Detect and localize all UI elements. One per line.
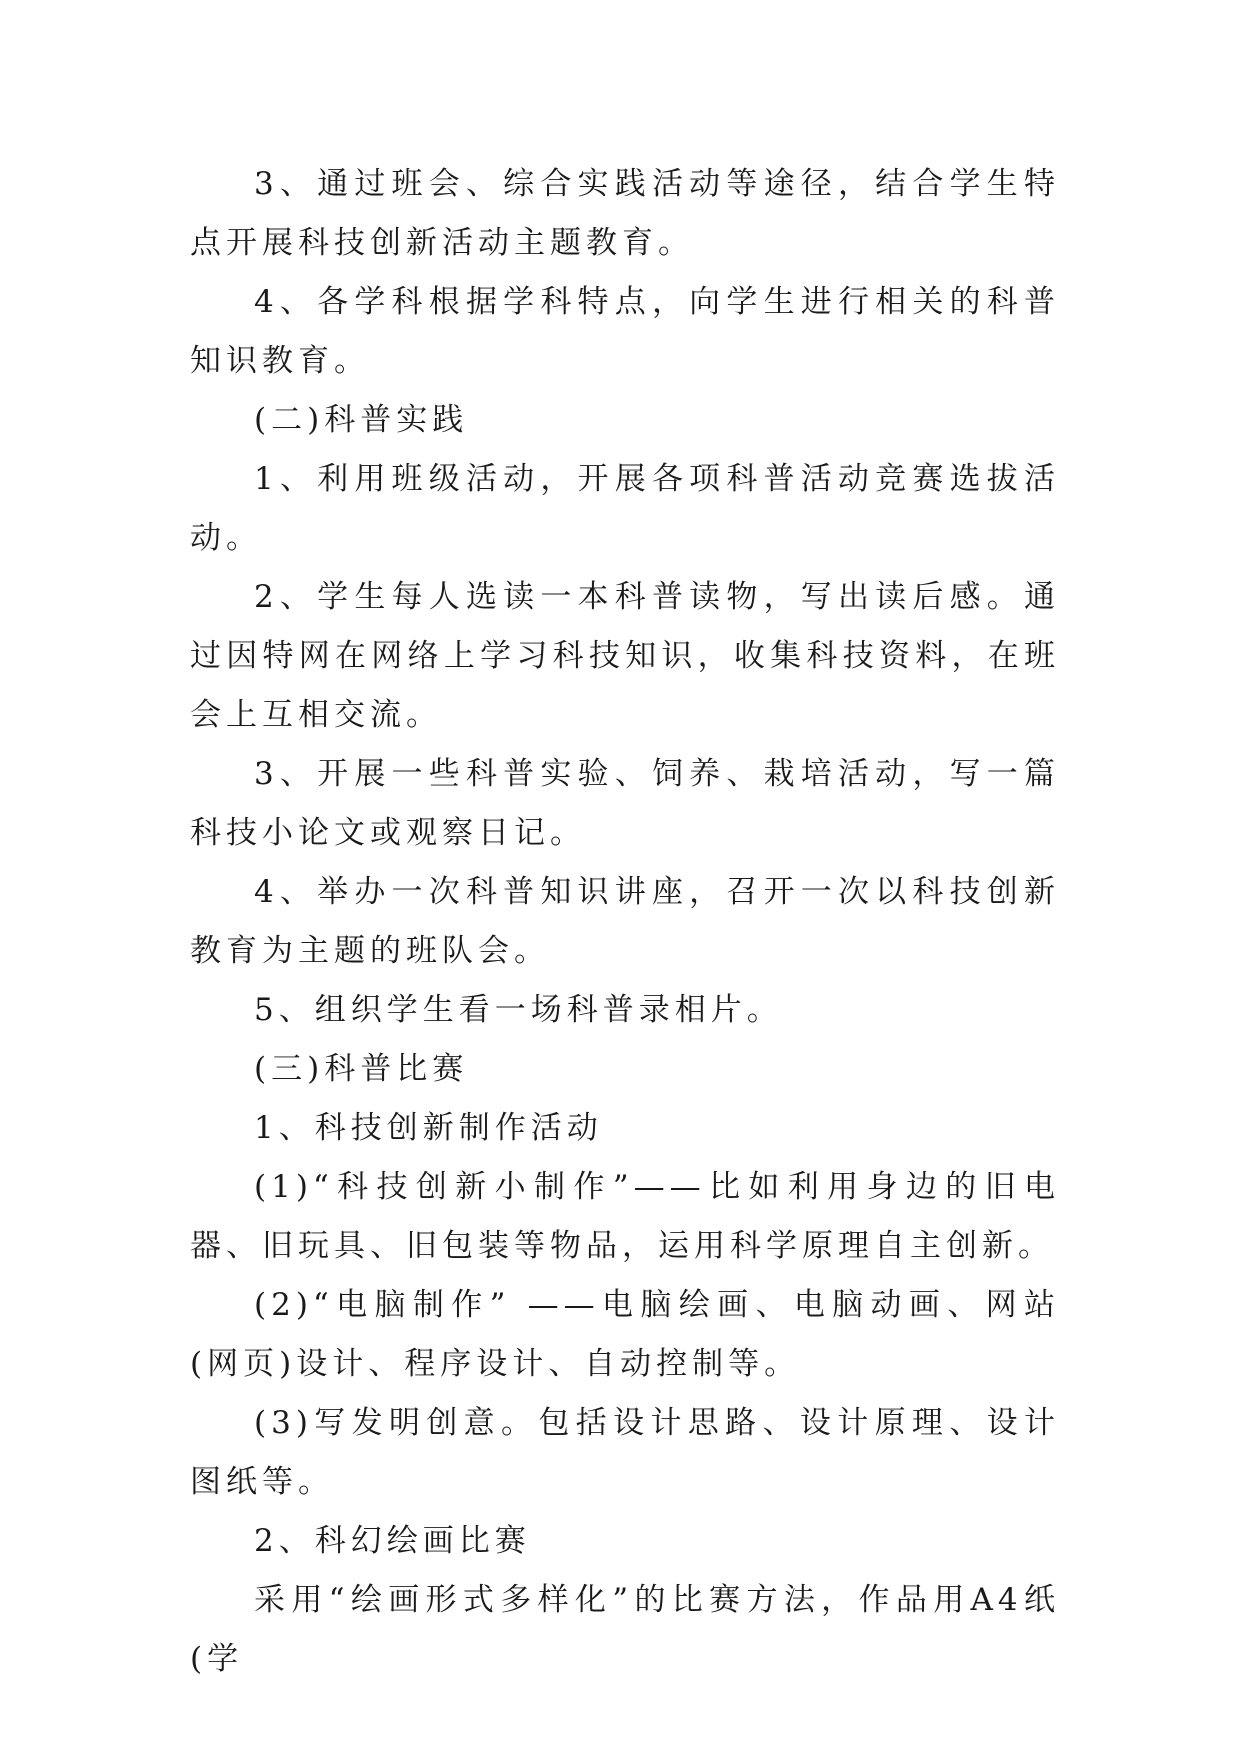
paragraph: 采用“绘画形式多样化”的比赛方法，作品用A4纸(学: [190, 1582, 1060, 1677]
paragraph: (3)写发明创意。包括设计思路、设计原理、设计图纸等。: [190, 1405, 1060, 1500]
paragraph: 3、开展一些科普实验、饲养、栽培活动，写一篇科技小论文或观察日记。: [190, 756, 1060, 851]
paragraph: 3、通过班会、综合实践活动等途径，结合学生特点开展科技创新活动主题教育。: [190, 166, 1060, 261]
document-body: [190, 155, 1060, 1689]
paragraph: 2、学生每人选读一本科普读物，写出读后感。通过因特网在网络上学习科技知识，收集科技资料，在班会上互相交流。: [190, 579, 1060, 733]
section-heading: (三)科普比赛: [254, 1051, 469, 1087]
paragraph: 5、组织学生看一场科普录相片。: [254, 992, 783, 1028]
paragraph: (1)“科技创新小制作”——比如利用身边的旧电器、旧玩具、旧包装等物品，运用科学原理自主创新。: [190, 1169, 1060, 1264]
paragraph: (2)“电脑制作” ——电脑绘画、电脑动画、网站(网页)设计、程序设计、自动控制等。: [190, 1287, 1060, 1382]
paragraph: 1、利用班级活动，开展各项科普活动竞赛选拔活动。: [190, 461, 1060, 556]
subsection-heading: 2、科幻绘画比赛: [254, 1523, 531, 1559]
section-heading: (二)科普实践: [254, 402, 469, 438]
subsection-heading: 1、科技创新制作活动: [254, 1110, 603, 1146]
paragraph: 4、举办一次科普知识讲座，召开一次以科技创新教育为主题的班队会。: [190, 874, 1060, 969]
paragraph: 4、各学科根据学科特点，向学生进行相关的科普知识教育。: [190, 284, 1060, 379]
